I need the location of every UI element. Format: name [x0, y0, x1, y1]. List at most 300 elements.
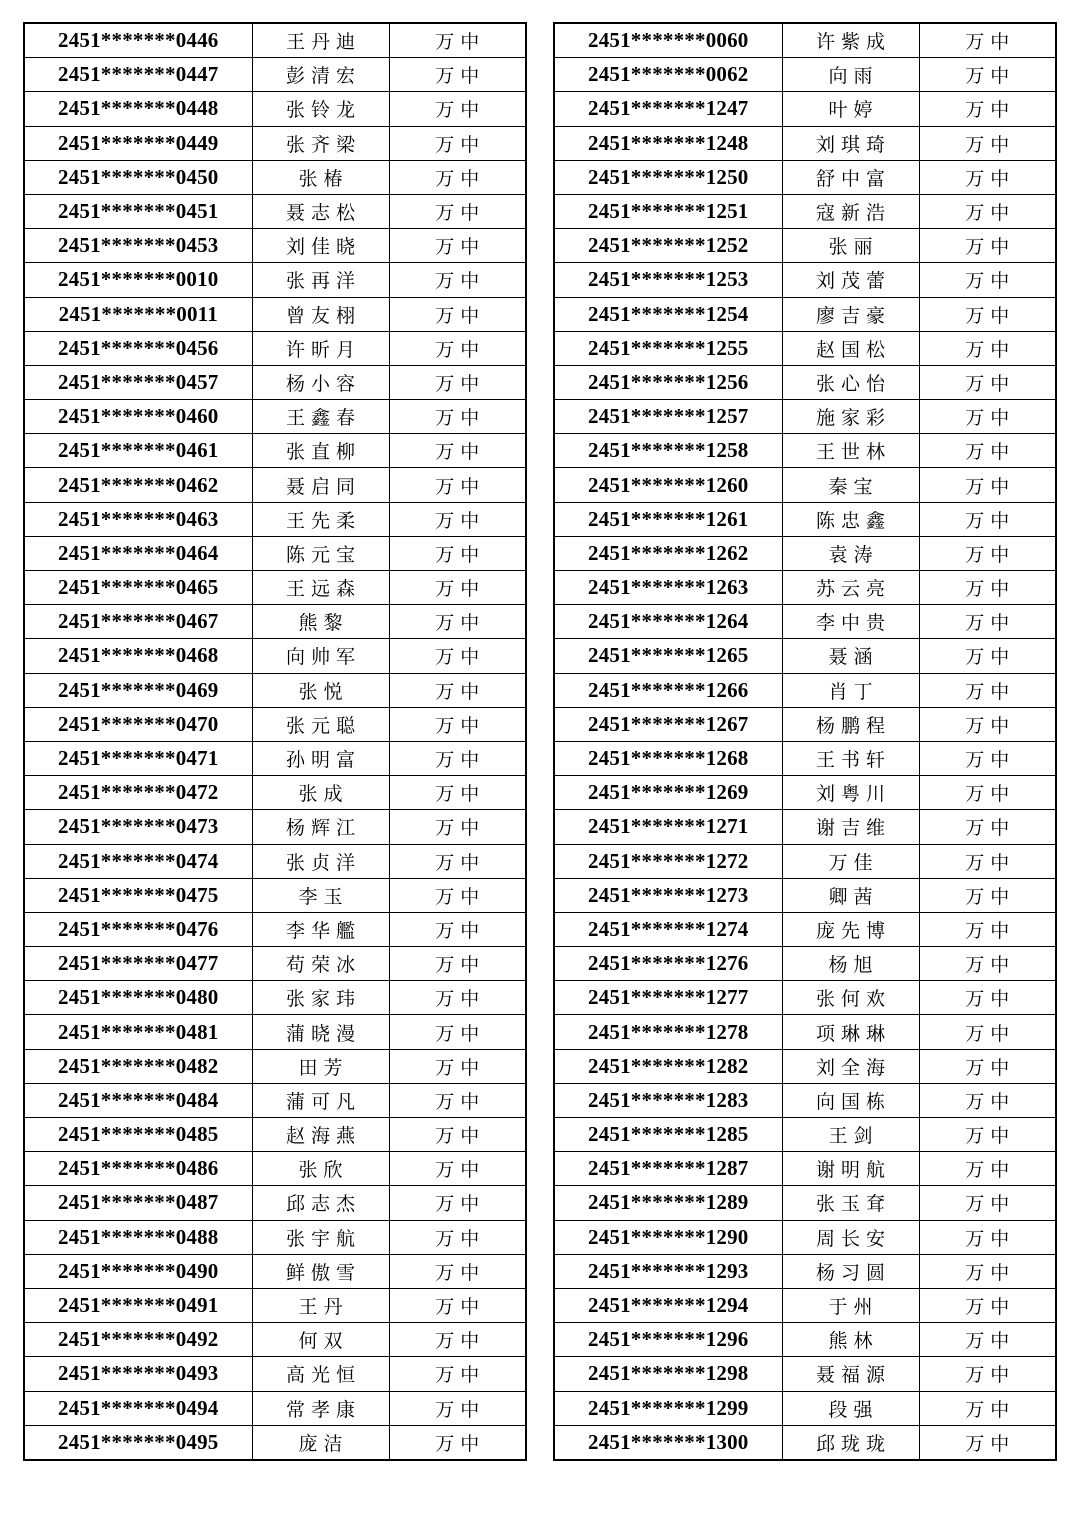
school-cell: 万中: [389, 981, 526, 1015]
student-name-cell: 寇新浩: [782, 194, 919, 228]
table-row: [24, 1391, 526, 1425]
admission-number-cell: 2451*******1252: [554, 229, 782, 263]
admission-number-cell: 2451*******0462: [24, 468, 252, 502]
school-cell: 万中: [389, 912, 526, 946]
school-cell: 万中: [389, 1118, 526, 1152]
table-row: [24, 810, 526, 844]
admission-number-cell: 2451*******0492: [24, 1323, 252, 1357]
student-name-cell: 王剑: [782, 1118, 919, 1152]
table-row: [24, 160, 526, 194]
table-row: [24, 1015, 526, 1049]
admission-number-cell: 2451*******1263: [554, 571, 782, 605]
table-row: [24, 23, 526, 58]
admission-number-cell: 2451*******0468: [24, 639, 252, 673]
student-name-cell: 卿茜: [782, 878, 919, 912]
table-row: [24, 434, 526, 468]
school-cell: 万中: [919, 434, 1056, 468]
school-cell: 万中: [919, 1083, 1056, 1117]
school-cell: 万中: [389, 707, 526, 741]
school-cell: 万中: [919, 673, 1056, 707]
student-name-cell: 聂涵: [782, 639, 919, 673]
student-name-cell: 王世林: [782, 434, 919, 468]
table-row: [24, 468, 526, 502]
admission-number-cell: 2451*******0450: [24, 160, 252, 194]
table-row: [554, 1220, 1056, 1254]
school-cell: 万中: [919, 160, 1056, 194]
student-name-cell: 鲜傲雪: [252, 1254, 389, 1288]
student-name-cell: 赵国松: [782, 331, 919, 365]
school-cell: 万中: [919, 92, 1056, 126]
admission-number-cell: 2451*******1294: [554, 1288, 782, 1322]
student-name-cell: 陈忠鑫: [782, 502, 919, 536]
table-row: [24, 1254, 526, 1288]
table-row: [554, 92, 1056, 126]
table-row: [554, 878, 1056, 912]
table-row: [554, 1357, 1056, 1391]
admission-number-cell: 2451*******1293: [554, 1254, 782, 1288]
student-name-cell: 张宇航: [252, 1220, 389, 1254]
school-cell: 万中: [389, 1254, 526, 1288]
student-name-cell: 邱志杰: [252, 1186, 389, 1220]
student-name-cell: 张再洋: [252, 263, 389, 297]
admission-number-cell: 2451*******0456: [24, 331, 252, 365]
school-cell: 万中: [919, 468, 1056, 502]
school-cell: 万中: [389, 1391, 526, 1425]
table-row: [24, 536, 526, 570]
table-row: [24, 229, 526, 263]
table-row: [554, 912, 1056, 946]
student-name-cell: 王远森: [252, 571, 389, 605]
admission-number-cell: 2451*******1272: [554, 844, 782, 878]
table-row: [24, 1288, 526, 1322]
table-row: [554, 1323, 1056, 1357]
admission-number-cell: 2451*******1278: [554, 1015, 782, 1049]
school-cell: 万中: [389, 263, 526, 297]
table-row: [554, 1288, 1056, 1322]
admission-number-cell: 2451*******0485: [24, 1118, 252, 1152]
admission-number-cell: 2451*******0461: [24, 434, 252, 468]
table-row: [554, 1015, 1056, 1049]
student-name-cell: 苏云亮: [782, 571, 919, 605]
school-cell: 万中: [919, 365, 1056, 399]
school-cell: 万中: [389, 1186, 526, 1220]
school-cell: 万中: [389, 1357, 526, 1391]
table-row: [554, 58, 1056, 92]
student-name-cell: 杨鹏程: [782, 707, 919, 741]
student-name-cell: 谢吉维: [782, 810, 919, 844]
table-row: [24, 194, 526, 228]
admission-number-cell: 2451*******0495: [24, 1425, 252, 1460]
student-name-cell: 李华艦: [252, 912, 389, 946]
admission-number-cell: 2451*******0448: [24, 92, 252, 126]
admission-number-cell: 2451*******1289: [554, 1186, 782, 1220]
admission-number-cell: 2451*******0457: [24, 365, 252, 399]
table-row: [24, 1323, 526, 1357]
student-name-cell: 秦宝: [782, 468, 919, 502]
school-cell: 万中: [389, 776, 526, 810]
table-row: [24, 126, 526, 160]
table-row: [24, 400, 526, 434]
school-cell: 万中: [389, 741, 526, 775]
table-row: [24, 947, 526, 981]
admission-number-cell: 2451*******1273: [554, 878, 782, 912]
roster-table-left: [23, 22, 527, 1461]
student-name-cell: 聂福源: [782, 1357, 919, 1391]
student-name-cell: 刘茂蕾: [782, 263, 919, 297]
admission-number-cell: 2451*******0060: [554, 23, 782, 58]
student-name-cell: 杨习圆: [782, 1254, 919, 1288]
table-row: [554, 741, 1056, 775]
school-cell: 万中: [919, 23, 1056, 58]
student-name-cell: 蒲晓漫: [252, 1015, 389, 1049]
admission-number-cell: 2451*******0476: [24, 912, 252, 946]
table-row: [24, 844, 526, 878]
school-cell: 万中: [389, 229, 526, 263]
school-cell: 万中: [919, 1049, 1056, 1083]
school-cell: 万中: [389, 639, 526, 673]
student-name-cell: 高光恒: [252, 1357, 389, 1391]
admission-number-cell: 2451*******0451: [24, 194, 252, 228]
admission-number-cell: 2451*******0494: [24, 1391, 252, 1425]
admission-number-cell: 2451*******1269: [554, 776, 782, 810]
table-row: [554, 263, 1056, 297]
student-name-cell: 张椿: [252, 160, 389, 194]
table-row: [24, 673, 526, 707]
table-row: [554, 297, 1056, 331]
table-row: [554, 1425, 1056, 1460]
school-cell: 万中: [919, 331, 1056, 365]
admission-number-cell: 2451*******1266: [554, 673, 782, 707]
table-row: [554, 400, 1056, 434]
school-cell: 万中: [389, 434, 526, 468]
admission-number-cell: 2451*******1271: [554, 810, 782, 844]
student-name-cell: 王书轩: [782, 741, 919, 775]
school-cell: 万中: [389, 126, 526, 160]
school-cell: 万中: [389, 23, 526, 58]
table-row: [554, 707, 1056, 741]
student-name-cell: 向帅军: [252, 639, 389, 673]
table-row: [24, 502, 526, 536]
admission-number-cell: 2451*******1277: [554, 981, 782, 1015]
admission-number-cell: 2451*******1282: [554, 1049, 782, 1083]
school-cell: 万中: [389, 502, 526, 536]
student-name-cell: 聂志松: [252, 194, 389, 228]
student-name-cell: 熊林: [782, 1323, 919, 1357]
table-row: [554, 536, 1056, 570]
school-cell: 万中: [389, 194, 526, 228]
student-name-cell: 何双: [252, 1323, 389, 1357]
admission-number-cell: 2451*******0487: [24, 1186, 252, 1220]
student-name-cell: 曾友栩: [252, 297, 389, 331]
student-name-cell: 陈元宝: [252, 536, 389, 570]
table-row: [554, 434, 1056, 468]
admission-number-cell: 2451*******1283: [554, 1083, 782, 1117]
student-name-cell: 向雨: [782, 58, 919, 92]
admission-number-cell: 2451*******0465: [24, 571, 252, 605]
school-cell: 万中: [919, 571, 1056, 605]
student-name-cell: 苟荣冰: [252, 947, 389, 981]
student-name-cell: 项琳琳: [782, 1015, 919, 1049]
student-name-cell: 蒲可凡: [252, 1083, 389, 1117]
student-name-cell: 庞洁: [252, 1425, 389, 1460]
admission-number-cell: 2451*******0469: [24, 673, 252, 707]
admission-number-cell: 2451*******0449: [24, 126, 252, 160]
school-cell: 万中: [919, 741, 1056, 775]
table-row: [24, 1425, 526, 1460]
table-row: [554, 1049, 1056, 1083]
student-name-cell: 田芳: [252, 1049, 389, 1083]
student-name-cell: 王先柔: [252, 502, 389, 536]
roster-table-right-body: [554, 23, 1056, 1460]
admission-number-cell: 2451*******1265: [554, 639, 782, 673]
admission-number-cell: 2451*******1254: [554, 297, 782, 331]
table-row: [554, 776, 1056, 810]
student-name-cell: 许昕月: [252, 331, 389, 365]
student-name-cell: 刘琪琦: [782, 126, 919, 160]
school-cell: 万中: [389, 160, 526, 194]
student-name-cell: 李玉: [252, 878, 389, 912]
table-row: [24, 981, 526, 1015]
admission-number-cell: 2451*******1261: [554, 502, 782, 536]
table-row: [554, 1186, 1056, 1220]
school-cell: 万中: [389, 571, 526, 605]
table-row: [24, 776, 526, 810]
admission-number-cell: 2451*******0481: [24, 1015, 252, 1049]
school-cell: 万中: [389, 58, 526, 92]
school-cell: 万中: [389, 468, 526, 502]
table-row: [24, 331, 526, 365]
school-cell: 万中: [389, 947, 526, 981]
school-cell: 万中: [919, 1152, 1056, 1186]
admission-number-cell: 2451*******0470: [24, 707, 252, 741]
student-name-cell: 于州: [782, 1288, 919, 1322]
student-name-cell: 李中贵: [782, 605, 919, 639]
student-name-cell: 刘全海: [782, 1049, 919, 1083]
admission-number-cell: 2451*******0488: [24, 1220, 252, 1254]
student-name-cell: 杨辉江: [252, 810, 389, 844]
student-name-cell: 庞先博: [782, 912, 919, 946]
admission-number-cell: 2451*******1255: [554, 331, 782, 365]
school-cell: 万中: [389, 1015, 526, 1049]
admission-number-cell: 2451*******0475: [24, 878, 252, 912]
admission-number-cell: 2451*******1253: [554, 263, 782, 297]
admission-number-cell: 2451*******0482: [24, 1049, 252, 1083]
admission-number-cell: 2451*******0011: [24, 297, 252, 331]
table-row: [554, 810, 1056, 844]
table-row: [24, 605, 526, 639]
admission-number-cell: 2451*******0464: [24, 536, 252, 570]
admission-number-cell: 2451*******1251: [554, 194, 782, 228]
admission-number-cell: 2451*******1299: [554, 1391, 782, 1425]
student-name-cell: 王丹: [252, 1288, 389, 1322]
admission-number-cell: 2451*******1256: [554, 365, 782, 399]
table-row: [24, 263, 526, 297]
table-row: [24, 92, 526, 126]
student-name-cell: 彭清宏: [252, 58, 389, 92]
school-cell: 万中: [919, 400, 1056, 434]
student-name-cell: 向国栋: [782, 1083, 919, 1117]
student-name-cell: 张铃龙: [252, 92, 389, 126]
table-row: [24, 1049, 526, 1083]
admission-number-cell: 2451*******1268: [554, 741, 782, 775]
student-name-cell: 王丹迪: [252, 23, 389, 58]
table-row: [24, 571, 526, 605]
student-name-cell: 张直柳: [252, 434, 389, 468]
student-name-cell: 叶婷: [782, 92, 919, 126]
student-name-cell: 聂启同: [252, 468, 389, 502]
table-row: [554, 1391, 1056, 1425]
table-row: [554, 502, 1056, 536]
admission-number-cell: 2451*******0473: [24, 810, 252, 844]
table-row: [24, 707, 526, 741]
admission-number-cell: 2451*******1290: [554, 1220, 782, 1254]
admission-number-cell: 2451*******1298: [554, 1357, 782, 1391]
roster-table-left-body: [24, 23, 526, 1460]
table-row: [24, 1220, 526, 1254]
admission-number-cell: 2451*******1296: [554, 1323, 782, 1357]
student-name-cell: 张成: [252, 776, 389, 810]
admission-number-cell: 2451*******0447: [24, 58, 252, 92]
student-name-cell: 袁涛: [782, 536, 919, 570]
table-row: [24, 1118, 526, 1152]
admission-number-cell: 2451*******0453: [24, 229, 252, 263]
school-cell: 万中: [389, 536, 526, 570]
table-row: [24, 912, 526, 946]
table-row: [554, 1254, 1056, 1288]
school-cell: 万中: [919, 947, 1056, 981]
admission-number-cell: 2451*******1287: [554, 1152, 782, 1186]
table-row: [554, 160, 1056, 194]
admission-number-cell: 2451*******0463: [24, 502, 252, 536]
table-row: [554, 605, 1056, 639]
student-name-cell: 杨旭: [782, 947, 919, 981]
admission-number-cell: 2451*******1258: [554, 434, 782, 468]
admission-number-cell: 2451*******0474: [24, 844, 252, 878]
table-row: [554, 229, 1056, 263]
student-name-cell: 段强: [782, 1391, 919, 1425]
table-row: [554, 1152, 1056, 1186]
school-cell: 万中: [919, 1254, 1056, 1288]
table-row: [554, 1083, 1056, 1117]
school-cell: 万中: [389, 1083, 526, 1117]
admission-number-cell: 2451*******1274: [554, 912, 782, 946]
table-row: [24, 1186, 526, 1220]
school-cell: 万中: [389, 365, 526, 399]
student-name-cell: 张心怡: [782, 365, 919, 399]
admission-number-cell: 2451*******0486: [24, 1152, 252, 1186]
school-cell: 万中: [389, 1288, 526, 1322]
admission-number-cell: 2451*******0010: [24, 263, 252, 297]
student-name-cell: 张家玮: [252, 981, 389, 1015]
school-cell: 万中: [919, 878, 1056, 912]
school-cell: 万中: [389, 1220, 526, 1254]
student-name-cell: 万佳: [782, 844, 919, 878]
student-name-cell: 赵海燕: [252, 1118, 389, 1152]
table-row: [554, 844, 1056, 878]
student-name-cell: 刘佳晓: [252, 229, 389, 263]
table-row: [554, 23, 1056, 58]
school-cell: 万中: [919, 1357, 1056, 1391]
school-cell: 万中: [389, 810, 526, 844]
admission-number-cell: 2451*******0471: [24, 741, 252, 775]
student-name-cell: 邱珑珑: [782, 1425, 919, 1460]
admission-number-cell: 2451*******0493: [24, 1357, 252, 1391]
school-cell: 万中: [919, 194, 1056, 228]
school-cell: 万中: [919, 1186, 1056, 1220]
student-name-cell: 张元聪: [252, 707, 389, 741]
school-cell: 万中: [919, 126, 1056, 160]
student-name-cell: 张贞洋: [252, 844, 389, 878]
school-cell: 万中: [389, 297, 526, 331]
table-row: [554, 331, 1056, 365]
table-row: [24, 1357, 526, 1391]
admission-number-cell: 2451*******0062: [554, 58, 782, 92]
student-name-cell: 许紫成: [782, 23, 919, 58]
admission-number-cell: 2451*******1262: [554, 536, 782, 570]
student-name-cell: 肖丁: [782, 673, 919, 707]
table-row: [554, 981, 1056, 1015]
admission-number-cell: 2451*******0484: [24, 1083, 252, 1117]
table-row: [24, 639, 526, 673]
school-cell: 万中: [389, 1425, 526, 1460]
student-name-cell: 周长安: [782, 1220, 919, 1254]
school-cell: 万中: [389, 1323, 526, 1357]
school-cell: 万中: [919, 502, 1056, 536]
school-cell: 万中: [919, 639, 1056, 673]
table-row: [554, 673, 1056, 707]
student-name-cell: 孙明富: [252, 741, 389, 775]
school-cell: 万中: [389, 844, 526, 878]
student-name-cell: 张悦: [252, 673, 389, 707]
admission-number-cell: 2451*******1247: [554, 92, 782, 126]
school-cell: 万中: [919, 297, 1056, 331]
student-name-cell: 杨小容: [252, 365, 389, 399]
school-cell: 万中: [389, 331, 526, 365]
school-cell: 万中: [389, 400, 526, 434]
school-cell: 万中: [389, 1152, 526, 1186]
admission-number-cell: 2451*******0472: [24, 776, 252, 810]
school-cell: 万中: [919, 912, 1056, 946]
admission-number-cell: 2451*******0446: [24, 23, 252, 58]
student-name-cell: 常孝康: [252, 1391, 389, 1425]
admission-number-cell: 2451*******0477: [24, 947, 252, 981]
table-row: [24, 297, 526, 331]
table-row: [24, 58, 526, 92]
school-cell: 万中: [919, 1220, 1056, 1254]
admission-number-cell: 2451*******1276: [554, 947, 782, 981]
admission-number-cell: 2451*******0480: [24, 981, 252, 1015]
admission-number-cell: 2451*******0491: [24, 1288, 252, 1322]
school-cell: 万中: [389, 878, 526, 912]
admission-number-cell: 2451*******1300: [554, 1425, 782, 1460]
table-row: [24, 878, 526, 912]
school-cell: 万中: [919, 707, 1056, 741]
school-cell: 万中: [919, 263, 1056, 297]
admission-number-cell: 2451*******1285: [554, 1118, 782, 1152]
student-name-cell: 张玉耷: [782, 1186, 919, 1220]
school-cell: 万中: [919, 605, 1056, 639]
student-name-cell: 施家彩: [782, 400, 919, 434]
table-row: [24, 1152, 526, 1186]
school-cell: 万中: [919, 776, 1056, 810]
table-row: [24, 1083, 526, 1117]
admission-number-cell: 2451*******1264: [554, 605, 782, 639]
admission-number-cell: 2451*******0467: [24, 605, 252, 639]
student-name-cell: 张欣: [252, 1152, 389, 1186]
table-row: [554, 1118, 1056, 1152]
admission-number-cell: 2451*******1257: [554, 400, 782, 434]
school-cell: 万中: [919, 1288, 1056, 1322]
